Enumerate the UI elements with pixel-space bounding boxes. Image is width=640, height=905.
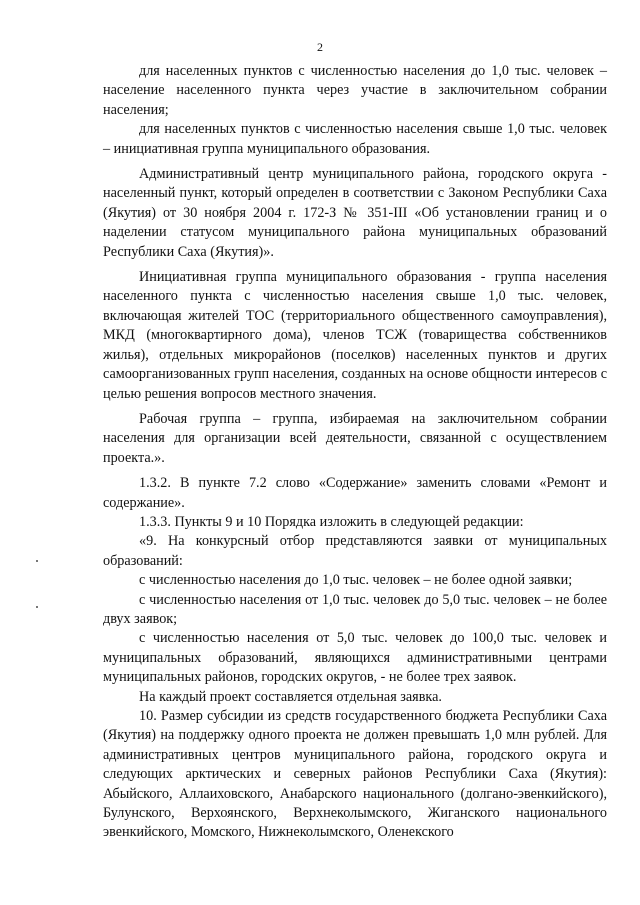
paragraph-item-10: 10. Размер субсидии из средств государственного бюджета Республики Саха (Якутия) на поддержку одного проекта не должен превышать 1,0 млн рублей. Для административных центров муниципального района, городского округа и следующих арктических и северных районов Республики Саха (Якутия): Абыйского, Аллаиховского, Анабарского национального (долгано-эвенкийского), Булунского, Верхоянского, Верхнеколымского, Жиганского национального эвенкийского, Момского, Нижнеколымского, Оленекского bbox=[103, 708, 607, 841]
page-number: 2 bbox=[317, 40, 323, 54]
paragraph-settlements-over-1000: для населенных пунктов с численностью населения свыше 1,0 тыс. человек – инициативная группа муниципального образования. bbox=[103, 121, 607, 157]
paragraph-1-3-3: 1.3.3. Пункты 9 и 10 Порядка изложить в следующей редакции: bbox=[139, 513, 524, 530]
paragraph-settlements-under-1000: для населенных пунктов с численностью населения до 1,0 тыс. человек – население населенного пункта через участие в заключительном собрании населения; bbox=[103, 63, 607, 118]
paragraph-limit-three-applications: с численностью населения от 5,0 тыс. человек до 100,0 тыс. человек и муниципальных образований, являющихся административными центрами муниципальных районов, городских округов, - не более трех заявок. bbox=[103, 630, 607, 686]
paragraph-working-group-definition: Рабочая группа – группа, избираемая на заключительном собрании населения для организации всей деятельности, связанной с осуществлением проекта.». bbox=[103, 410, 607, 466]
paragraph-limit-one-application: с численностью населения до 1,0 тыс. человек – не более одной заявки; bbox=[139, 572, 573, 589]
paragraph-1-3-2: 1.3.2. В пункте 7.2 слово «Содержание» заменить словами «Ремонт и содержание». bbox=[103, 475, 607, 511]
paragraph-separate-application: На каждый проект составляется отдельная заявка. bbox=[139, 688, 442, 705]
paragraph-limit-two-applications: с численностью населения от 1,0 тыс. человек до 5,0 тыс. человек – не более двух заявок; bbox=[103, 591, 607, 627]
scan-speck bbox=[36, 560, 38, 562]
paragraph-initiative-group-definition: Инициативная группа муниципального образования - группа населения населенного пункта с численностью населения свыше 1,0 тыс. человек, включающая жителей ТОС (территориального общественного самоуправления), МКД (многоквартирного дома), членов ТСЖ (товарищества собственников жилья), отдельных микрорайонов (поселков) населенных пунктов и других самоорганизованных групп населения, созданных на основе общности интересов с целью решения вопросов местного значения. bbox=[103, 269, 607, 402]
paragraph-admin-center-definition: Административный центр муниципального района, городского округа - населенный пункт, который определен в соответствии с Законом Республики Саха (Якутия) от 30 ноября 2004 г. 172-З № 351-III «Об установлении границ и о наделении статусом муниципального района муниципальных образований Республики Саха (Якутия)». bbox=[103, 166, 607, 260]
document-body bbox=[103, 62, 607, 843]
paragraph-item-9: «9. На конкурсный отбор представляются заявки от муниципальных образований: bbox=[103, 533, 607, 569]
scan-speck bbox=[36, 606, 38, 608]
